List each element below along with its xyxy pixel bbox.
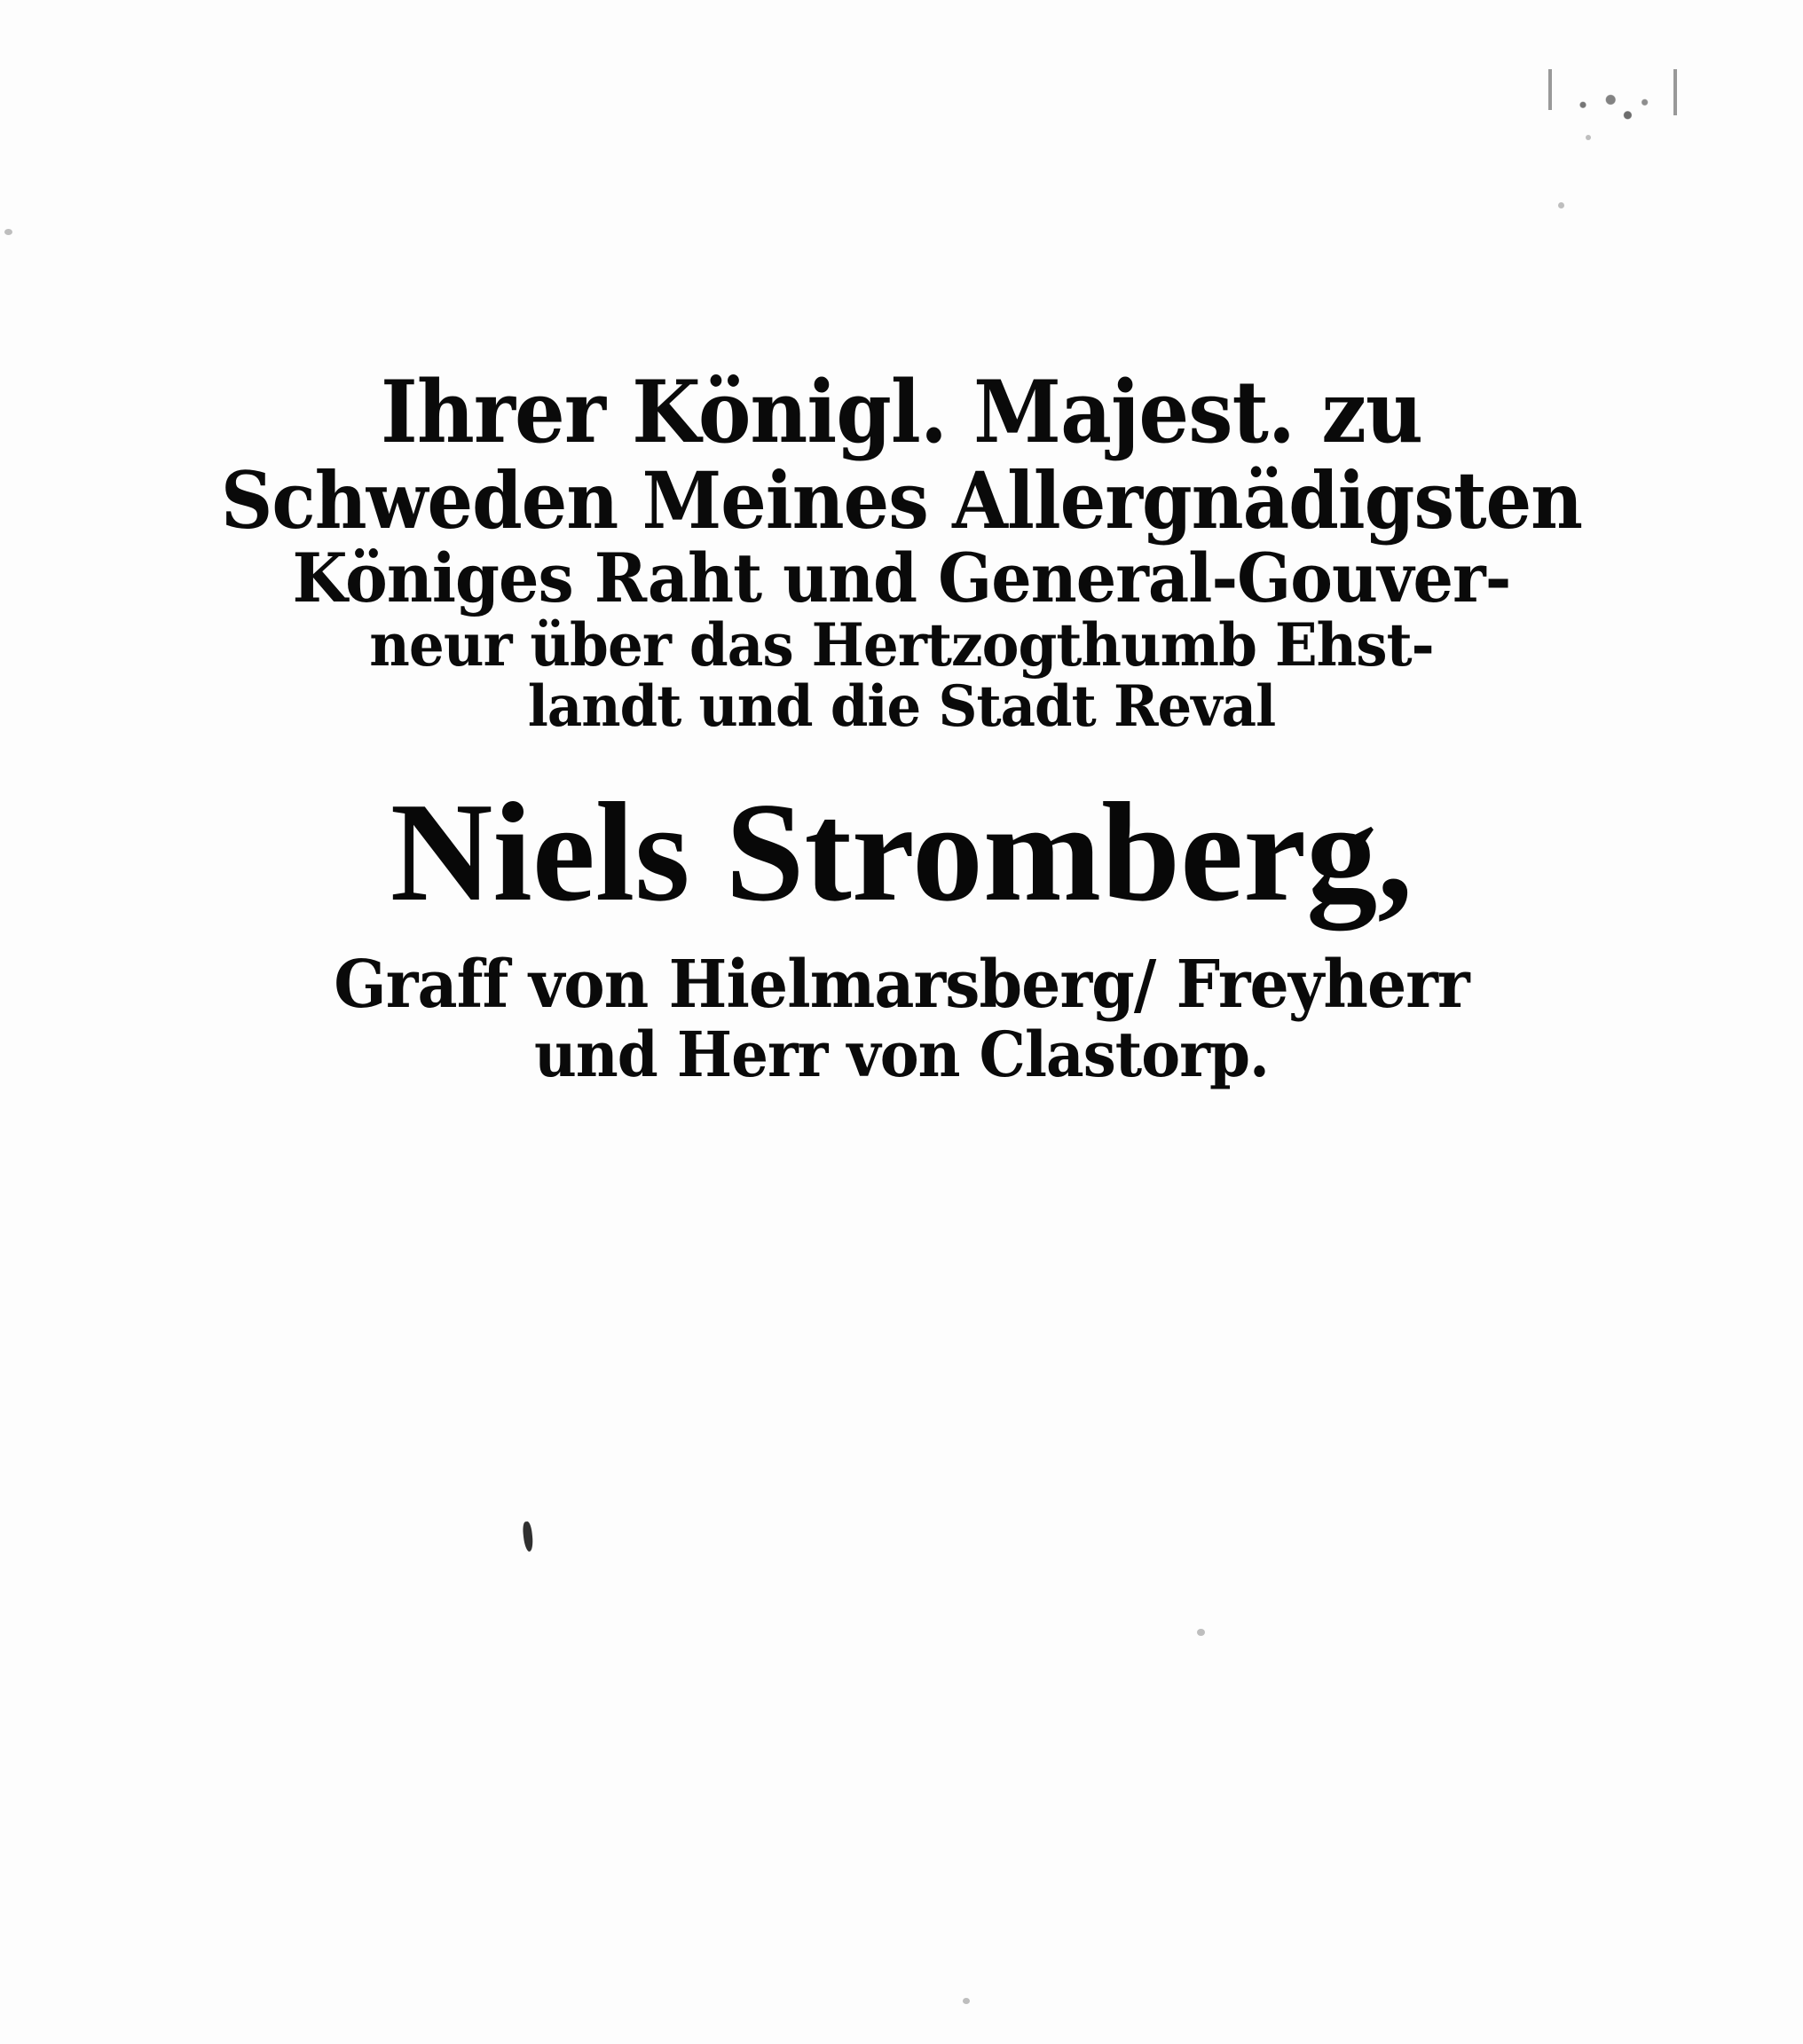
paper-speck xyxy=(1558,202,1564,208)
dedication-line-2: Schweden Meines Allergnädigsten xyxy=(220,453,1583,546)
honoree-title-line-2: und Herr von Clastorp. xyxy=(534,1017,1269,1091)
paper-speck xyxy=(1586,135,1591,140)
dedication-line-4: neur über das Hertzogthumb Ehst- xyxy=(369,610,1434,680)
honoree-title-line-1: Graff von Hielmarsberg/ Freyherr xyxy=(334,946,1469,1023)
scan-artifact-top-right xyxy=(1562,84,1668,136)
honoree-name: Niels Stromberg, xyxy=(390,772,1413,931)
dedication-line-1: Ihrer Königl. Majest. zu xyxy=(381,362,1422,462)
scan-artifact-top-right-line xyxy=(1548,69,1552,110)
dedication-block xyxy=(0,362,1803,1091)
dedication-line-5: landt und die Stadt Reval xyxy=(527,673,1276,740)
paper-speck xyxy=(1197,1629,1205,1636)
paper-speck xyxy=(4,229,12,235)
scan-artifact-top-right-line2 xyxy=(1673,69,1677,115)
ink-blot xyxy=(522,1521,533,1553)
dedication-line-3: Königes Raht und General-Gouver- xyxy=(292,539,1511,618)
paper-speck xyxy=(963,1998,970,2004)
